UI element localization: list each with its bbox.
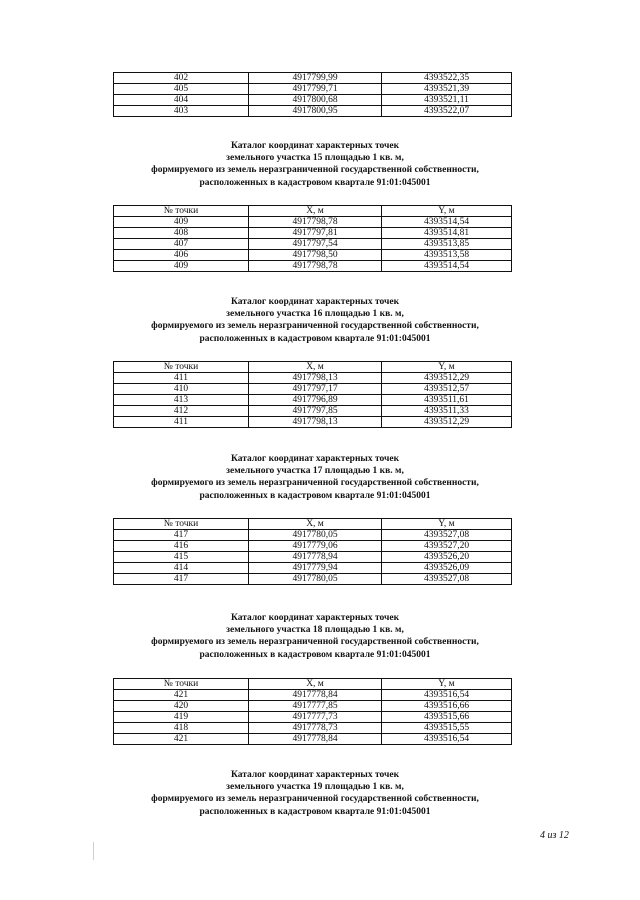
point-number-cell: 409 [114, 217, 249, 228]
point-number-cell: 407 [114, 239, 249, 250]
x-coordinate-cell: 4917798,78 [249, 261, 382, 272]
point-number-cell: 411 [114, 373, 249, 384]
point-number-cell: 404 [114, 95, 249, 106]
catalog-caption-plot-19 [100, 769, 530, 818]
caption-line: расположенных в кадастровом квартале 91:01:045001 [199, 649, 431, 660]
y-coordinate-cell: 4393516,54 [382, 690, 512, 701]
header-x: X, м [249, 362, 382, 373]
caption-line: расположенных в кадастровом квартале 91:01:045001 [199, 333, 431, 344]
x-coordinate-cell: 4917799,71 [249, 84, 382, 95]
table-header-row [114, 679, 512, 690]
table-row [114, 73, 512, 84]
caption-line: земельного участка 19 площадью 1 кв. м, [226, 782, 404, 793]
x-coordinate-cell: 4917800,68 [249, 95, 382, 106]
header-x: X, м [249, 206, 382, 217]
point-number-cell: 402 [114, 73, 249, 84]
table-row [114, 552, 512, 563]
table-row [114, 84, 512, 95]
table-row [114, 541, 512, 552]
header-x: X, м [249, 519, 382, 530]
point-number-cell: 417 [114, 574, 249, 585]
y-coordinate-cell: 4393514,54 [382, 261, 512, 272]
table-header-row [114, 519, 512, 530]
y-coordinate-cell: 4393513,58 [382, 250, 512, 261]
point-number-cell: 405 [114, 84, 249, 95]
y-coordinate-cell: 4393522,07 [382, 106, 512, 117]
coordinates-table-plot-18 [113, 678, 512, 745]
y-coordinate-cell: 4393514,54 [382, 217, 512, 228]
point-number-cell: 406 [114, 250, 249, 261]
x-coordinate-cell: 4917780,05 [249, 530, 382, 541]
y-coordinate-cell: 4393516,54 [382, 734, 512, 745]
coordinates-table-plot-16 [113, 361, 512, 428]
point-number-cell: 420 [114, 701, 249, 712]
coordinates-table-plot-15 [113, 205, 512, 272]
x-coordinate-cell: 4917800,95 [249, 106, 382, 117]
point-number-cell: 421 [114, 734, 249, 745]
scan-margin-mark [93, 842, 94, 860]
x-coordinate-cell: 4917780,05 [249, 574, 382, 585]
y-coordinate-cell: 4393521,39 [382, 84, 512, 95]
table-row [114, 261, 512, 272]
catalog-caption-plot-17 [100, 453, 530, 502]
table-row [114, 373, 512, 384]
point-number-cell: 417 [114, 530, 249, 541]
header-point-number: № точки [114, 206, 249, 217]
header-y: Y, м [382, 519, 512, 530]
caption-line: земельного участка 15 площадью 1 кв. м, [226, 153, 404, 164]
y-coordinate-cell: 4393512,57 [382, 384, 512, 395]
table-row [114, 563, 512, 574]
table-row [114, 395, 512, 406]
point-number-cell: 410 [114, 384, 249, 395]
coordinates-table-continued [113, 72, 512, 117]
table-row [114, 106, 512, 117]
x-coordinate-cell: 4917779,94 [249, 563, 382, 574]
point-number-cell: 409 [114, 261, 249, 272]
point-number-cell: 419 [114, 712, 249, 723]
x-coordinate-cell: 4917798,78 [249, 217, 382, 228]
header-y: Y, м [382, 362, 512, 373]
table-row [114, 701, 512, 712]
x-coordinate-cell: 4917796,89 [249, 395, 382, 406]
caption-line: Каталог координат характерных точек [230, 770, 400, 780]
x-coordinate-cell: 4917798,13 [249, 373, 382, 384]
point-number-cell: 413 [114, 395, 249, 406]
y-coordinate-cell: 4393511,33 [382, 406, 512, 417]
caption-line: земельного участка 17 площадью 1 кв. м, [226, 466, 404, 477]
header-point-number: № точки [114, 679, 249, 690]
header-y: Y, м [382, 679, 512, 690]
table-row [114, 734, 512, 745]
table-row [114, 690, 512, 701]
y-coordinate-cell: 4393526,20 [382, 552, 512, 563]
y-coordinate-cell: 4393516,66 [382, 701, 512, 712]
x-coordinate-cell: 4917797,17 [249, 384, 382, 395]
y-coordinate-cell: 4393526,09 [382, 563, 512, 574]
caption-line: Каталог координат характерных точек [230, 454, 400, 464]
catalog-caption-plot-15 [100, 140, 530, 189]
x-coordinate-cell: 4917778,94 [249, 552, 382, 563]
caption-line: земельного участка 16 площадью 1 кв. м, [226, 309, 404, 320]
y-coordinate-cell: 4393527,08 [382, 530, 512, 541]
table-row [114, 250, 512, 261]
catalog-caption-plot-18 [100, 612, 530, 661]
table-header-row [114, 362, 512, 373]
table-row [114, 574, 512, 585]
y-coordinate-cell: 4393514,81 [382, 228, 512, 239]
caption-line: расположенных в кадастровом квартале 91:01:045001 [199, 177, 431, 188]
header-point-number: № точки [114, 519, 249, 530]
x-coordinate-cell: 4917798,13 [249, 417, 382, 428]
x-coordinate-cell: 4917797,85 [249, 406, 382, 417]
table-row [114, 712, 512, 723]
point-number-cell: 408 [114, 228, 249, 239]
point-number-cell: 416 [114, 541, 249, 552]
table-row [114, 239, 512, 250]
page-number: 4 из 12 [540, 830, 569, 841]
x-coordinate-cell: 4917798,50 [249, 250, 382, 261]
point-number-cell: 411 [114, 417, 249, 428]
caption-line: формируемого из земель неразграниченной государственной собственности, [151, 321, 479, 332]
caption-line: расположенных в кадастровом квартале 91:01:045001 [199, 806, 431, 817]
x-coordinate-cell: 4917777,73 [249, 712, 382, 723]
point-number-cell: 415 [114, 552, 249, 563]
header-x: X, м [249, 679, 382, 690]
y-coordinate-cell: 4393522,35 [382, 73, 512, 84]
y-coordinate-cell: 4393511,61 [382, 395, 512, 406]
x-coordinate-cell: 4917777,85 [249, 701, 382, 712]
caption-line: Каталог координат характерных точек [230, 141, 400, 151]
x-coordinate-cell: 4917797,54 [249, 239, 382, 250]
x-coordinate-cell: 4917799,99 [249, 73, 382, 84]
table-row [114, 384, 512, 395]
caption-line: формируемого из земель неразграниченной государственной собственности, [151, 478, 479, 489]
caption-line: Каталог координат характерных точек [230, 297, 400, 307]
caption-line: земельного участка 18 площадью 1 кв. м, [226, 625, 404, 636]
x-coordinate-cell: 4917778,84 [249, 690, 382, 701]
y-coordinate-cell: 4393513,85 [382, 239, 512, 250]
caption-line: Каталог координат характерных точек [230, 613, 400, 623]
table-header-row [114, 206, 512, 217]
table-row [114, 406, 512, 417]
table-row [114, 723, 512, 734]
header-point-number: № точки [114, 362, 249, 373]
table-row [114, 417, 512, 428]
y-coordinate-cell: 4393527,08 [382, 574, 512, 585]
x-coordinate-cell: 4917779,06 [249, 541, 382, 552]
point-number-cell: 421 [114, 690, 249, 701]
y-coordinate-cell: 4393515,55 [382, 723, 512, 734]
x-coordinate-cell: 4917778,84 [249, 734, 382, 745]
caption-line: формируемого из земель неразграниченной государственной собственности, [151, 165, 479, 176]
x-coordinate-cell: 4917778,73 [249, 723, 382, 734]
x-coordinate-cell: 4917797,81 [249, 228, 382, 239]
point-number-cell: 418 [114, 723, 249, 734]
point-number-cell: 403 [114, 106, 249, 117]
catalog-caption-plot-16 [100, 296, 530, 345]
table-row [114, 95, 512, 106]
header-y: Y, м [382, 206, 512, 217]
point-number-cell: 412 [114, 406, 249, 417]
caption-line: формируемого из земель неразграниченной государственной собственности, [151, 794, 479, 805]
point-number-cell: 414 [114, 563, 249, 574]
y-coordinate-cell: 4393512,29 [382, 373, 512, 384]
y-coordinate-cell: 4393527,20 [382, 541, 512, 552]
y-coordinate-cell: 4393512,29 [382, 417, 512, 428]
coordinates-table-plot-17 [113, 518, 512, 585]
table-row [114, 217, 512, 228]
y-coordinate-cell: 4393521,11 [382, 95, 512, 106]
caption-line: формируемого из земель неразграниченной государственной собственности, [151, 637, 479, 648]
table-row [114, 228, 512, 239]
table-row [114, 530, 512, 541]
caption-line: расположенных в кадастровом квартале 91:01:045001 [199, 490, 431, 501]
y-coordinate-cell: 4393515,66 [382, 712, 512, 723]
